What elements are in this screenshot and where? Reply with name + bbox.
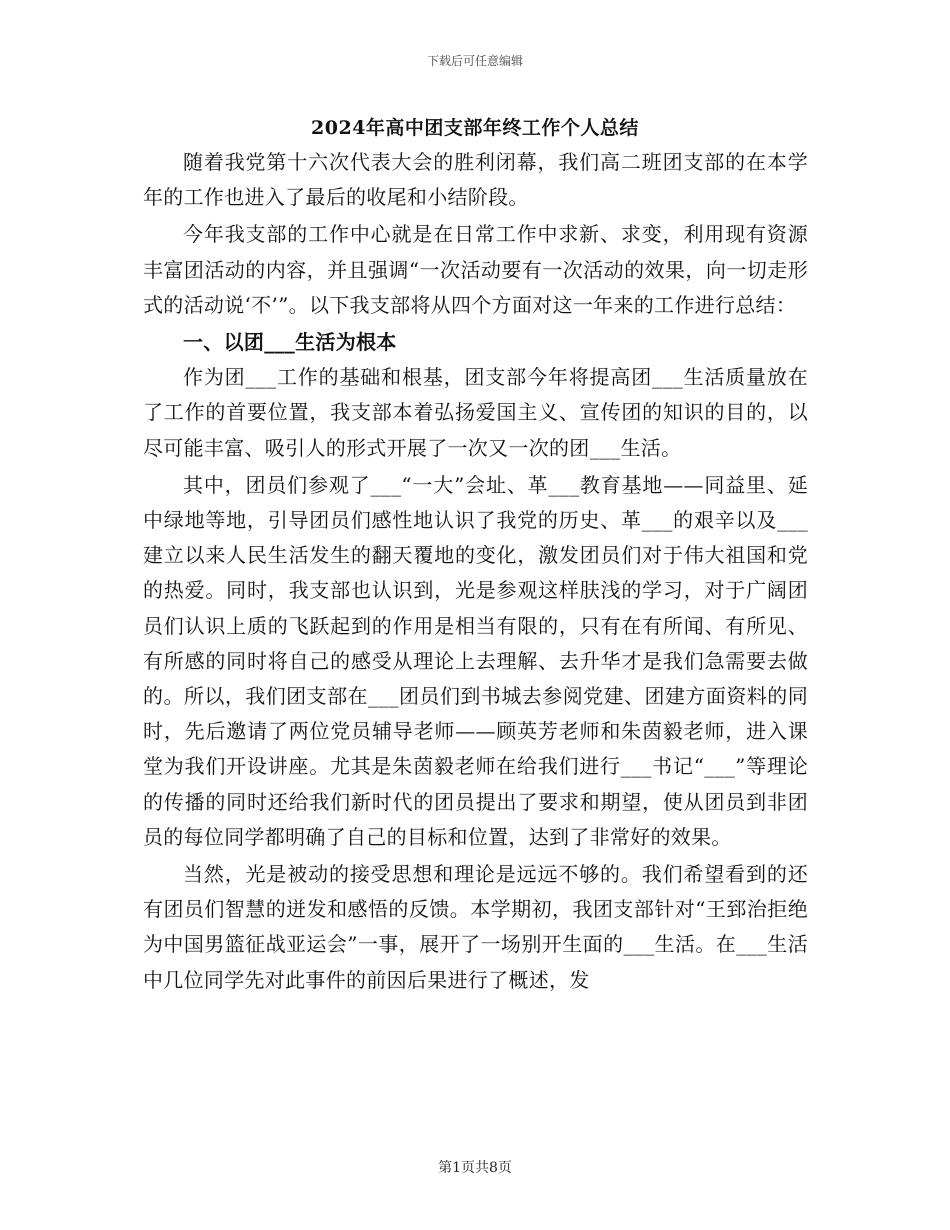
page-footer: 第1页共8页 — [438, 1160, 512, 1176]
document-body — [143, 145, 808, 1000]
document-title: 2024年高中团支部年终工作个人总结 — [311, 117, 639, 139]
paragraph-focus: 今年我支部的工作中心就是在日常工作中求新、求变，利用现有资源丰富团活动的内容，并且强调“一次活动要有一次活动的效果，向一切走形式的活动说‘不’”。以下我支部将从四个方面对这一年来的工作进行总结： — [143, 222, 808, 317]
header-note: 下载后可任意编辑 — [426, 54, 523, 68]
paragraph-intro: 随着我党第十六次代表大会的胜利闭幕，我们高二班团支部的在本学年的工作也进入了最后的收尾和小结阶段。 — [143, 150, 808, 210]
paragraph-section-1: 作为团___工作的基础和根基，团支部今年将提高团___生活质量放在了工作的首要位置，我支部本着弘扬爱国主义、宣传团的知识的目的，以尽可能丰富、吸引人的形式开展了一次又一次的团___生活。 — [143, 365, 808, 460]
section-heading-1: 一、以团___生活为根本 — [183, 330, 397, 355]
paragraph-activities: 其中，团员们参观了___“一大”会址、革___教育基地——同益里、延中绿地等地，引导团员们感性地认识了我党的历史、革___的艰辛以及___建立以来人民生活发生的翻天覆地的变化，激发团员们对于伟大祖国和党的热爱。同时，我支部也认识到，光是参观这样肤浅的学习，对于广阔团员们认识上质的飞跃起到的作用是相当有限的，只有在有所闻、有所见、有所感的同时将自己的感受从理论上去理解、去升华才是我们急需要去做的。所以，我们团支部在___团员们到书城去参阅党建、团建方面资料的同时，先后邀请了两位党员辅导老师——顾英芳老师和朱茵毅老师，进入课堂为我们开设讲座。尤其是朱茵毅老师在给我们进行___书记“___”等理论的传播的同时还给我们新时代的团员提出了要求和期望，使从团员到非团员的每位同学都明确了自己的目标和位置，达到了非常好的效果。 — [143, 472, 808, 849]
paragraph-feedback: 当然，光是被动的接受思想和理论是远远不够的。我们希望看到的还有团员们智慧的迸发和感悟的反馈。本学期初，我团支部针对“王郅治拒绝为中国男篮征战亚运会”一事，展开了一场别开生面的___生活。在___生活中几位同学先对此事件的前因后果进行了概述，发 — [143, 862, 808, 992]
